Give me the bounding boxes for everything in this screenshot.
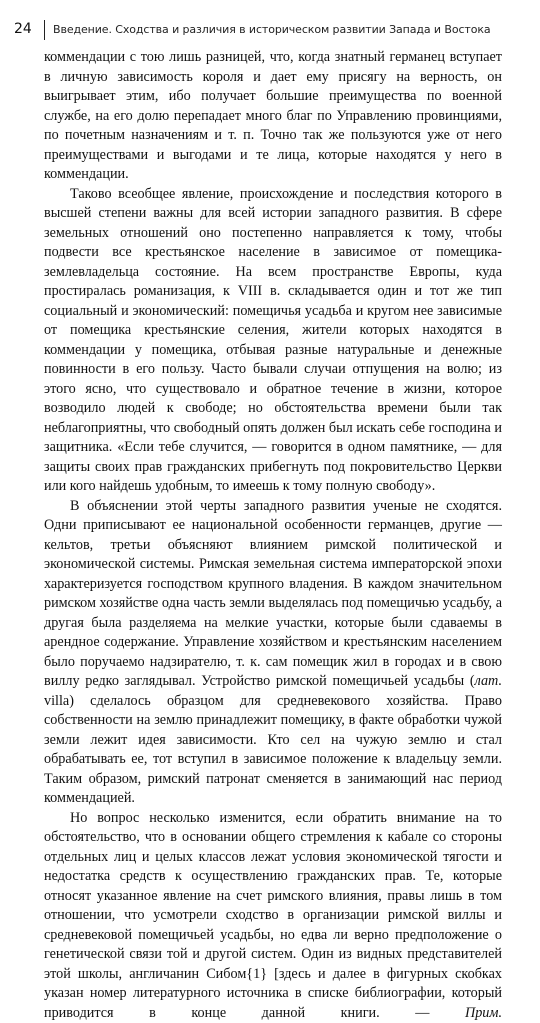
- running-title: Введение. Сходства и различия в историческом развитии Запада и Востока: [53, 21, 491, 39]
- paragraph-3-text-end: villa) сделалось образцом для средневекового хозяйства. Право собственности на землю принадлежит помещику, в факте обработки чужой земли лежит идея зависимости. Кто сел на чужую землю и стал обрабатывать ее, тот вступил в зависимое положение к владельцу земли. Таким образом, римский патронат сменяется в занимающий нас период коммендацией.: [44, 693, 502, 807]
- paragraph-1: коммендации с тою лишь разницей, что, когда знатный германец вступает в личную зависимость короля и дает ему присягу на верность, он выигрывает этим, ибо получает большие преимущества по военной службе, на его долю перепадает много благ по Управлению провинциями, по почетным назначениям и т. п. Точно так же пользуются уже от него преимуществами и выгодами и те лица, которые находятся у него в коммендации.: [44, 48, 502, 185]
- paragraph-4: [44, 809, 502, 1023]
- header-divider: [44, 20, 45, 40]
- paragraph-3-text-start: В объяснении этой черты западного развития ученые не сходятся. Одни приписывают ее национальной особенности германцев, другие — кельтов, третьи объясняют влиянием римской политической и экономической системы. Римская земельная система императорской эпохи характеризуется господством крупного владения. В каждом значительном римском хозяйстве одна часть земли выделялась под помещичью усадьбу, а другая была разделяема на мелкие участки, которые были сдаваемы в арендное содержание. Управление хозяйством и крестьянским населением было поручаемо надзирателю, т. к. сам помещик жил в городах и в свою виллу редко заглядывал. Устройство римской помещичьей усадьбы (: [44, 498, 502, 690]
- page-number: 24: [14, 20, 32, 38]
- body-text: [44, 48, 502, 1023]
- paragraph-3: [44, 497, 502, 809]
- latin-abbreviation: лат.: [475, 673, 502, 689]
- editor-note-abbreviation: Прим.: [465, 1005, 502, 1021]
- running-header: [6, 20, 506, 40]
- paragraph-2: Таково всеобщее явление, происхождение и последствия которого в высшей степени важны для всей истории западного развития. В сфере земельных отношений оно постепенно направляется к тому, чтобы подвести все крестьянское население в зависимое от помещика-землевладельца состояние. На всем пространстве Европы, куда простиралась романизация, к VIII в. складывается один и тот же тип социальный и экономический: помещичья усадьба и кругом нее зависимые от помещика крестьянские селения, жители которых находятся в коммендации у помещика, отбывая разные натуральные и денежные повинности в его пользу. Часто бывали случаи отпущения на волю; из этого ясно, что существовало и обратное течение в жизни, которое возводило людей к свободе; но обстоятельства времени были так неблагоприятны, что свободный опять должен был искать себе господина и защитника. «Если тебе случится, — говорится в одном памятнике, — для защиты своих прав гражданских прибегнуть под покровительство Церкви или кого найдешь удобным, то имеешь к тому полную свободу».: [44, 185, 502, 497]
- paragraph-4-text: Но вопрос несколько изменится, если обратить внимание на то обстоятельство, что в основании общего стремления к кабале со стороны отдельных лиц и целых классов лежат условия экономической тягости и недостатка средств к осуществлению гражданских прав. Те, которые относят указанное явление на счет римского влияния, правы лишь в том отношении, что усмотрели сходство в организации римской виллы и средневековой помещичьей усадьбы, но едва ли верно предположение о генетической связи той и другой систем. Один из видных представителей этой школы, англичанин Сибом{1} [здесь и далее в фигурных скобках указан номер литературного источника в списке библиографии, который приводится в конце данной книги. —: [44, 810, 502, 1021]
